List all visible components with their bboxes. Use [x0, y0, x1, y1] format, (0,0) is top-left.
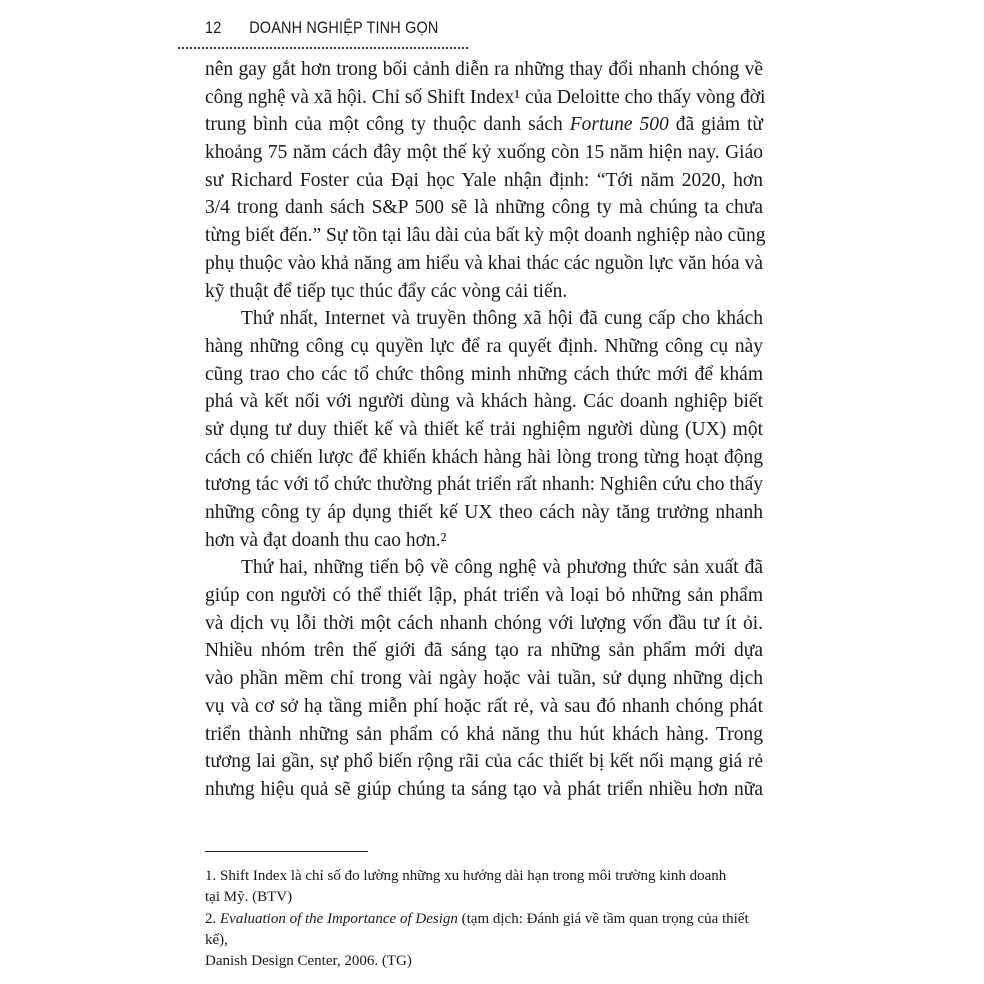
- footnote-1: [205, 866, 760, 908]
- text-line: nhưng hiệu quả sẽ giúp chúng ta sáng tạo và phát triển nhiều hơn nữa: [205, 778, 763, 800]
- text-line: vào phần mềm chỉ trong vài ngày hoặc vài tuần, sử dụng những dịch: [205, 668, 763, 690]
- text-line: và dịch vụ lỗi thời một cách nhanh chóng với lượng vốn đầu tư ít ỏi.: [205, 612, 763, 634]
- footnote-2: [205, 909, 760, 972]
- text-line: trung bình của một công ty thuộc danh sách Fortune 500 đã giảm từ: [205, 114, 763, 136]
- text-line: giúp con người có thể thiết lập, phát triển và loại bỏ những sản phẩm: [205, 585, 763, 607]
- paragraph-2: [205, 305, 763, 554]
- text-line: triển thành những sản phẩm có khả năng thu hút khách hàng. Trong: [205, 723, 763, 745]
- footnote-line: Danish Design Center, 2006. (TG): [205, 953, 412, 969]
- running-header: [205, 18, 439, 38]
- text-line: sư Richard Foster của Đại học Yale nhận định: “Tới năm 2020, hơn: [205, 169, 763, 191]
- text-line: phá và kết nối với người dùng và khách hàng. Các doanh nghiệp biết: [205, 391, 763, 413]
- footnote-line: 1. Shift Index là chỉ số đo lường những xu hướng dài hạn trong môi trường kinh doanh: [205, 868, 727, 884]
- running-title: DOANH NGHIỆP TINH GỌN: [249, 18, 439, 37]
- text-line: khoảng 75 năm cách đây một thế kỷ xuống còn 15 năm hiện nay. Giáo: [205, 142, 763, 164]
- text-line: cách có chiến lược để khiến khách hàng hài lòng trong từng hoạt động: [205, 446, 763, 468]
- body-text: [205, 56, 766, 804]
- text-line: sử dụng tư duy thiết kế và thiết kế trải nghiệm người dùng (UX) một: [205, 418, 763, 440]
- paragraph-3: [205, 554, 763, 803]
- text-line: 3/4 trong danh sách S&P 500 sẽ là những công ty mà chúng ta chưa: [205, 197, 763, 219]
- footnote-divider: [205, 851, 368, 852]
- text-line: Nhiều nhóm trên thế giới đã sáng tạo ra những sản phẩm mới dựa: [205, 640, 763, 662]
- text-line: vụ và cơ sở hạ tầng miễn phí hoặc rất rẻ, và sau đó nhanh chóng phát: [205, 695, 763, 717]
- text-line: công nghệ và xã hội. Chỉ số Shift Index¹ của Deloitte cho thấy vòng đời: [205, 86, 766, 108]
- text-line: tương lai gần, sự phổ biến rộng rãi của các thiết bị kết nối mạng giá rẻ: [205, 751, 763, 773]
- text-line: tương tác với tổ chức thường phát triển rất nhanh: Nghiên cứu cho thấy: [205, 474, 763, 496]
- text-line: nên gay gắt hơn trong bối cảnh diễn ra những thay đổi nhanh chóng về: [205, 59, 763, 80]
- footnote-line: 2. Evaluation of the Importance of Design (tạm dịch: Đánh giá về tầm quan trọng của thiết kế),: [205, 911, 749, 948]
- text-line: hơn và đạt doanh thu cao hơn.²: [205, 529, 447, 551]
- text-line: từng biết đến.” Sự tồn tại lâu dài của bất kỳ một doanh nghiệp nào cũng: [205, 225, 766, 247]
- text-line: kỹ thuật để tiếp tục thúc đẩy các vòng cải tiến.: [205, 280, 568, 302]
- text-line: hàng những công cụ quyền lực để ra quyết định. Những công cụ này: [205, 335, 763, 357]
- text-line: phụ thuộc vào khả năng am hiểu và khai thác các nguồn lực văn hóa và: [205, 252, 763, 274]
- text-line: Thứ nhất, Internet và truyền thông xã hội đã cung cấp cho khách: [241, 308, 763, 330]
- footnote-line: tại Mỹ. (BTV): [205, 889, 293, 905]
- header-divider: [178, 47, 468, 49]
- page-number: 12: [205, 18, 222, 37]
- text-line: cũng trao cho các tổ chức thông minh những cách thức mới để khám: [205, 363, 763, 385]
- text-line: Thứ hai, những tiến bộ về công nghệ và phương thức sản xuất đã: [241, 557, 763, 579]
- paragraph-1: [205, 56, 766, 305]
- text-line: những công ty áp dụng thiết kế UX theo cách này tăng trưởng nhanh: [205, 502, 763, 523]
